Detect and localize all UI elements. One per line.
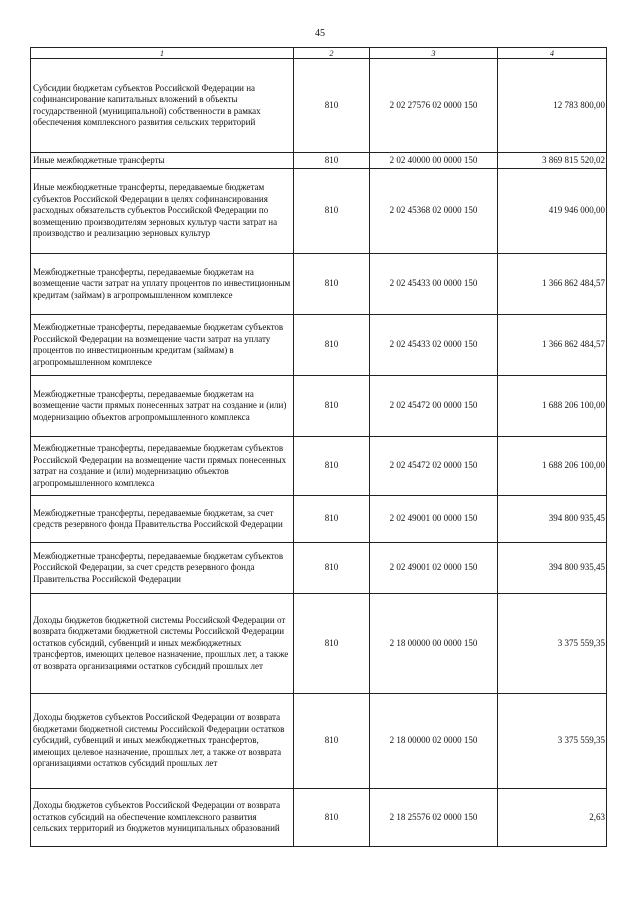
- row-code: 810: [294, 437, 370, 496]
- table-row: [31, 594, 607, 694]
- row-name: Межбюджетные трансферты, передаваемые бюджетам субъектов Российской Федерации на возмещение части затрат на уплату процентов по инвестиционным кредитам (займам) в агропромышленном комплексе: [31, 315, 294, 376]
- row-kbk: 2 02 45472 02 0000 150: [370, 437, 498, 496]
- table-row: [31, 789, 607, 847]
- table-row: [31, 496, 607, 543]
- row-name: Доходы бюджетов субъектов Российской Федерации от возврата бюджетами бюджетной системы Российской Федерации остатков субсидий, субвенций и иных межбюджетных трансфертов, имеющих целевое назначение, прошлых лет, а также от возврата организациями остатков субсидий прошлых лет: [31, 694, 294, 789]
- row-name: Субсидии бюджетам субъектов Российской Федерации на софинансирование капитальных вложений в объекты государственной (муниципальной) собственности в рамках обеспечения комплексного развития сельских территорий: [31, 59, 294, 153]
- row-kbk: 2 02 40000 00 0000 150: [370, 153, 498, 169]
- row-name: Межбюджетные трансферты, передаваемые бюджетам на возмещение части прямых понесенных затрат на создание и (или) модернизацию объектов агропромышленного комплекса: [31, 376, 294, 437]
- row-kbk: 2 18 25576 02 0000 150: [370, 789, 498, 847]
- row-name: Межбюджетные трансферты, передаваемые бюджетам субъектов Российской Федерации на возмещение части прямых понесенных затрат на создание и (или) модернизацию объектов агропромышленного комплекса: [31, 437, 294, 496]
- row-name: Межбюджетные трансферты, передаваемые бюджетам субъектов Российской Федерации, за счет средств резервного фонда Правительства Российской Федерации: [31, 543, 294, 594]
- row-kbk: 2 02 49001 02 0000 150: [370, 543, 498, 594]
- table-row: [31, 376, 607, 437]
- row-kbk: 2 02 45433 02 0000 150: [370, 315, 498, 376]
- row-amount: 3 375 559,35: [498, 594, 607, 694]
- column-header-2: 2: [294, 48, 370, 59]
- column-header-3: 3: [370, 48, 498, 59]
- column-header-4: 4: [498, 48, 607, 59]
- row-kbk: 2 18 00000 02 0000 150: [370, 694, 498, 789]
- row-name: Иные межбюджетные трансферты, передаваемые бюджетам субъектов Российской Федерации в целях софинансирования расходных обязательств субъектов Российской Федерации по возмещению производителям зерновых культур части затрат на производство и реализацию зерновых культур: [31, 169, 294, 254]
- row-amount: 394 800 935,45: [498, 496, 607, 543]
- table-row: [31, 59, 607, 153]
- row-kbk: 2 02 45368 02 0000 150: [370, 169, 498, 254]
- row-code: 810: [294, 169, 370, 254]
- row-amount: 1 688 206 100,00: [498, 376, 607, 437]
- row-amount: 1 366 862 484,57: [498, 254, 607, 315]
- row-amount: 3 375 559,35: [498, 694, 607, 789]
- row-code: 810: [294, 543, 370, 594]
- table-row: [31, 169, 607, 254]
- row-kbk: 2 02 27576 02 0000 150: [370, 59, 498, 153]
- row-name: Доходы бюджетов субъектов Российской Федерации от возврата остатков субсидий на обеспечение комплексного развития сельских территорий из бюджетов муниципальных образований: [31, 789, 294, 847]
- row-amount: 2,63: [498, 789, 607, 847]
- row-amount: 3 869 815 520,02: [498, 153, 607, 169]
- column-header-1: 1: [31, 48, 294, 59]
- row-amount: 394 800 935,45: [498, 543, 607, 594]
- row-code: 810: [294, 789, 370, 847]
- row-name: Межбюджетные трансферты, передаваемые бюджетам на возмещение части затрат на уплату процентов по инвестиционным кредитам (займам) в агропромышленном комплексе: [31, 254, 294, 315]
- budget-revenue-table: [30, 47, 607, 847]
- row-kbk: 2 02 49001 00 0000 150: [370, 496, 498, 543]
- row-amount: 1 688 206 100,00: [498, 437, 607, 496]
- row-code: 810: [294, 594, 370, 694]
- row-amount: 12 783 800,00: [498, 59, 607, 153]
- table-header-row: [31, 48, 607, 59]
- row-name: Доходы бюджетов бюджетной системы Российской Федерации от возврата бюджетами бюджетной системы Российской Федерации остатков субсидий, субвенций и иных межбюджетных трансфертов, имеющих целевое назначение, прошлых лет, а также от возврата организациями остатков субсидий прошлых лет: [31, 594, 294, 694]
- row-code: 810: [294, 254, 370, 315]
- row-code: 810: [294, 496, 370, 543]
- row-name: Иные межбюджетные трансферты: [31, 153, 294, 169]
- row-code: 810: [294, 376, 370, 437]
- row-name: Межбюджетные трансферты, передаваемые бюджетам, за счет средств резервного фонда Правительства Российской Федерации: [31, 496, 294, 543]
- row-kbk: 2 02 45472 00 0000 150: [370, 376, 498, 437]
- table-row: [31, 543, 607, 594]
- page-number: 45: [315, 28, 325, 39]
- table-row: [31, 694, 607, 789]
- table-row: [31, 254, 607, 315]
- row-code: 810: [294, 694, 370, 789]
- row-code: 810: [294, 153, 370, 169]
- row-amount: 1 366 862 484,57: [498, 315, 607, 376]
- row-kbk: 2 02 45433 00 0000 150: [370, 254, 498, 315]
- row-code: 810: [294, 315, 370, 376]
- table-row: [31, 153, 607, 169]
- table-row: [31, 437, 607, 496]
- row-amount: 419 946 000,00: [498, 169, 607, 254]
- row-kbk: 2 18 00000 00 0000 150: [370, 594, 498, 694]
- table-row: [31, 315, 607, 376]
- row-code: 810: [294, 59, 370, 153]
